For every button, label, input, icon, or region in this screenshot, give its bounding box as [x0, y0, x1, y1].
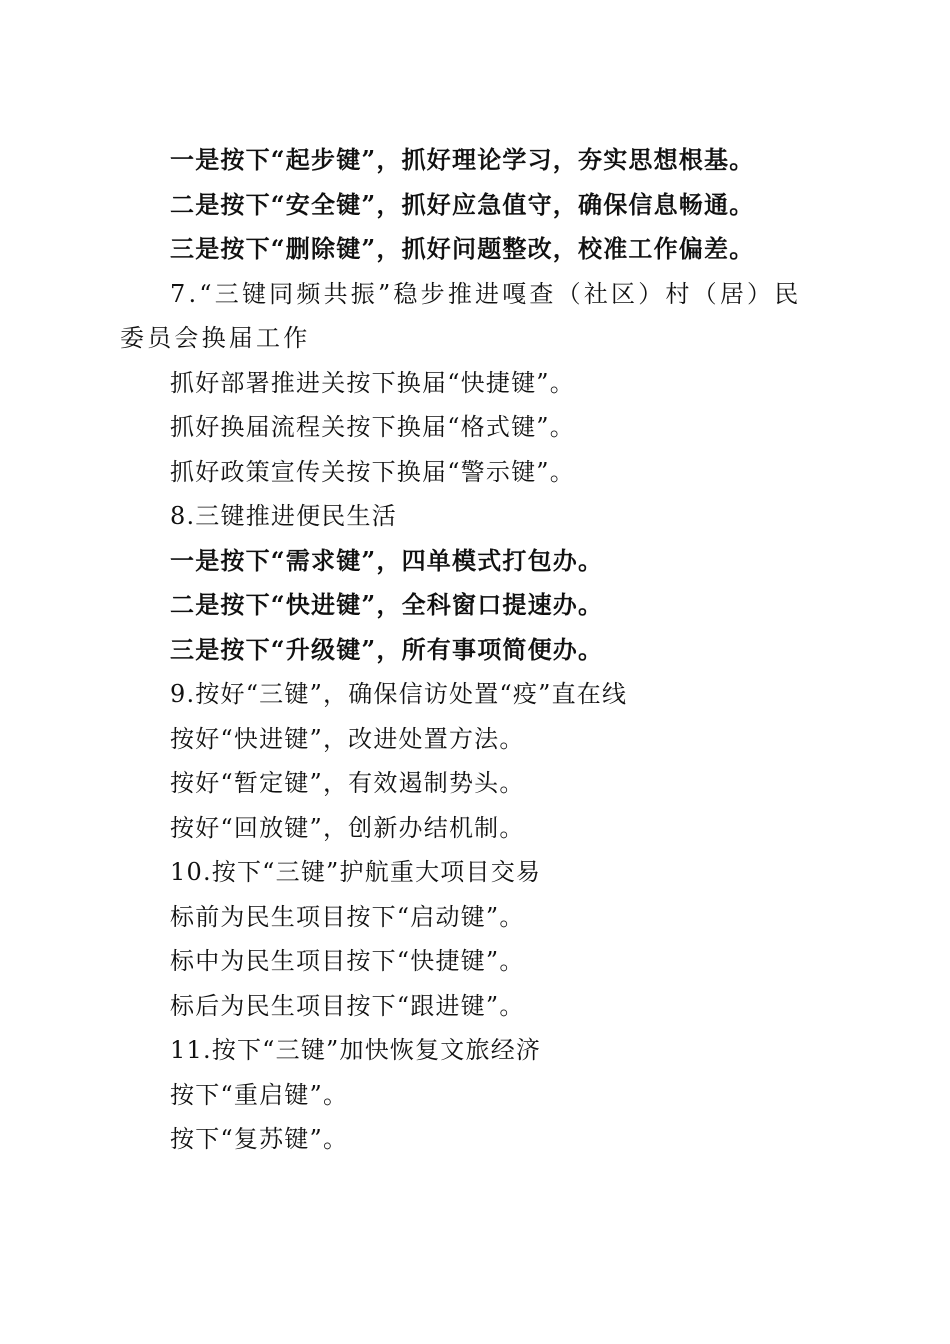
paragraph-line: 标后为民生项目按下“跟进键”。 [170, 991, 525, 1020]
paragraph-line: 标前为民生项目按下“启动键”。 [170, 902, 525, 931]
section-heading: 7.“三键同频共振”稳步推进嘎查（社区）村（居）民委员会换届工作 [120, 279, 802, 352]
paragraph-line: 标中为民生项目按下“快捷键”。 [170, 947, 525, 975]
paragraph-line: 按好“快进键”，改进处置方法。 [170, 724, 525, 753]
paragraph-line: 按下“重启键”。 [170, 1080, 349, 1109]
paragraph-line: 抓好换届流程关按下换届“格式键”。 [170, 413, 575, 441]
document-body [120, 138, 825, 1162]
section-heading: 9.按好“三键”，确保信访处置“疫”直在线 [170, 680, 628, 708]
paragraph-line: 抓好政策宣传关按下换届“警示键”。 [170, 457, 575, 486]
paragraph-line: 一是按下“需求键”，四单模式打包办。 [170, 545, 604, 575]
paragraph-line: 按下“复苏键”。 [170, 1125, 349, 1153]
paragraph-line: 按好“回放键”，创新办结机制。 [170, 813, 525, 842]
paragraph-line: 二是按下“安全键”，抓好应急值守，确保信息畅通。 [170, 189, 755, 219]
paragraph-line: 三是按下“升级键”，所有事项简便办。 [170, 634, 604, 664]
section-heading: 10.按下“三键”护航重大项目交易 [170, 858, 542, 886]
paragraph-line: 二是按下“快进键”，全科窗口提速办。 [170, 590, 604, 619]
paragraph-line: 三是按下“删除键”，抓好问题整改，校准工作偏差。 [170, 234, 755, 263]
paragraph-line: 按好“暂定键”，有效遏制势头。 [170, 769, 525, 797]
section-heading: 11.按下“三键”加快恢复文旅经济 [170, 1036, 542, 1064]
paragraph-line: 抓好部署推进关按下换届“快捷键”。 [170, 368, 575, 397]
paragraph-line: 一是按下“起步键”，抓好理论学习，夯实思想根基。 [170, 145, 755, 174]
section-heading: 8.三键推进便民生活 [170, 502, 397, 530]
